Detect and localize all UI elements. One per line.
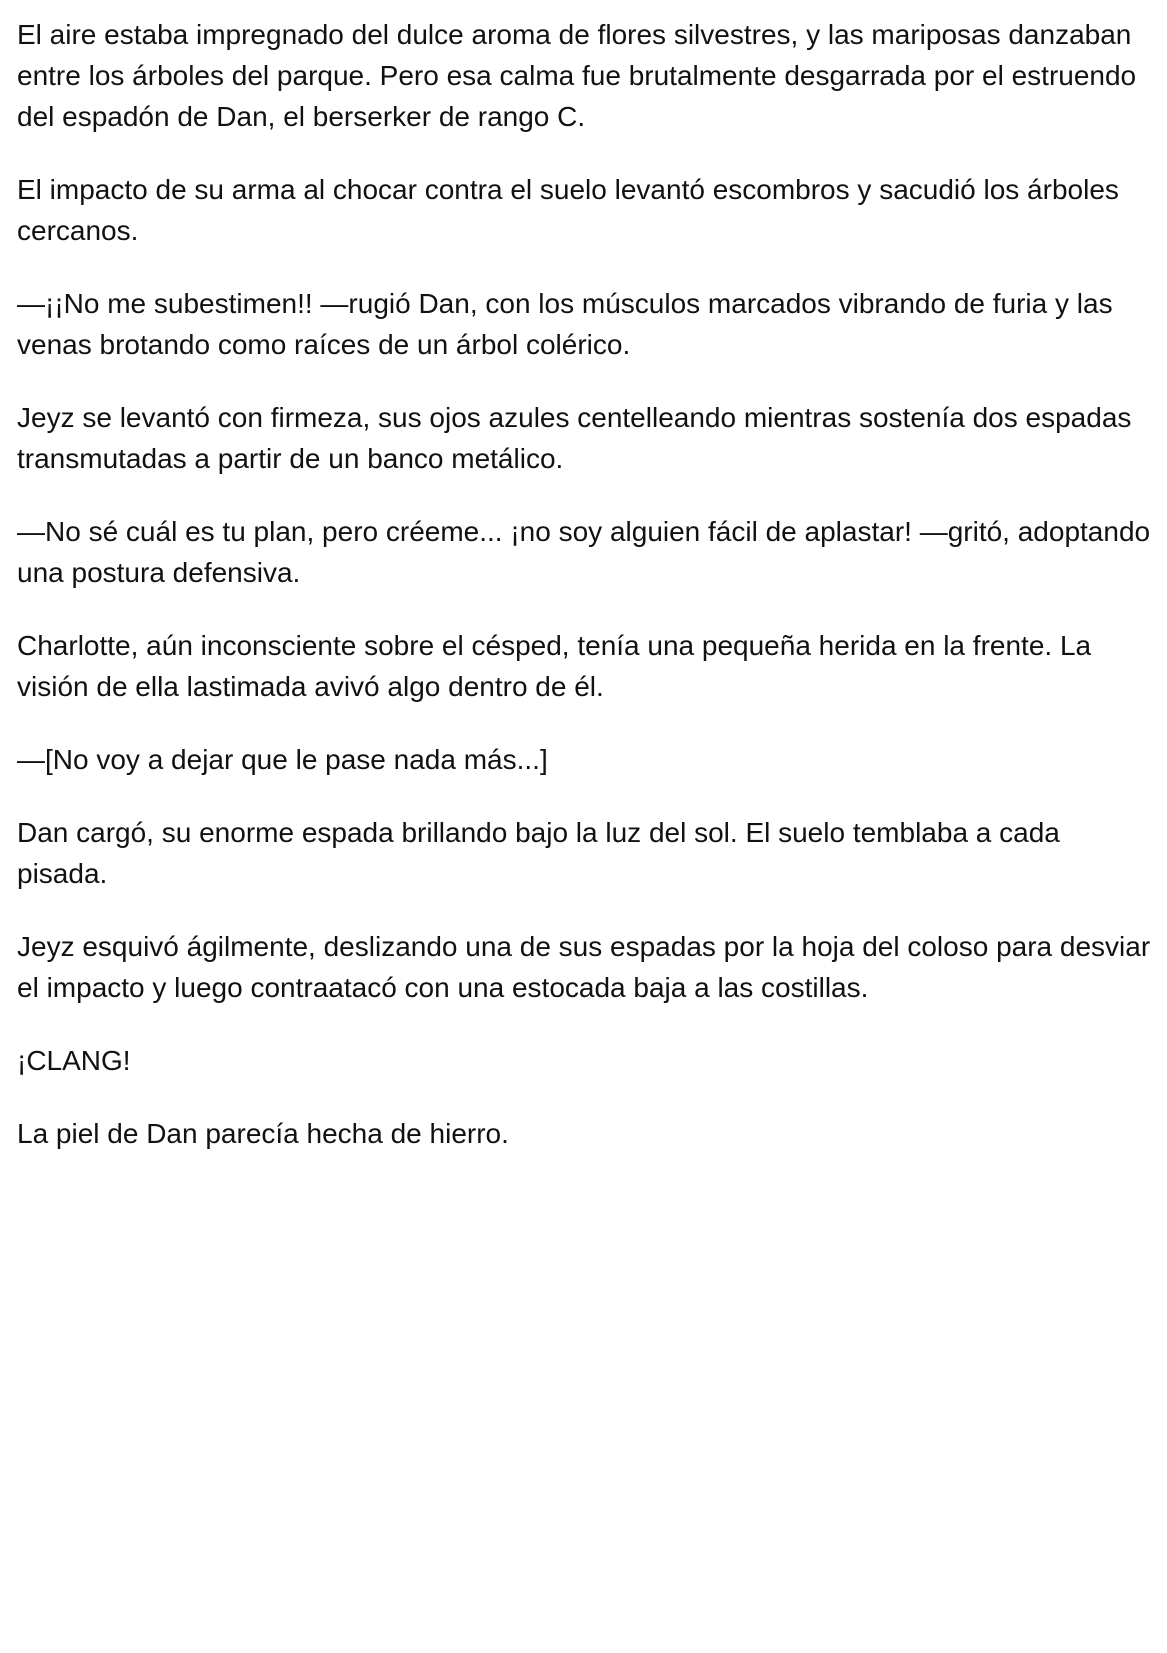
paragraph: —[No voy a dejar que le pase nada más...] — [17, 744, 548, 775]
paragraph: Jeyz esquivó ágilmente, deslizando una de sus espadas por la hoja del coloso para desviar el impacto y luego contraatacó con una estocada baja a las costillas. — [17, 931, 1151, 1003]
document-page — [17, 14, 1153, 1186]
paragraph: ¡CLANG! — [17, 1045, 131, 1076]
paragraph: —No sé cuál es tu plan, pero créeme... ¡no soy alguien fácil de aplastar! —gritó, adoptando una postura defensiva. — [17, 516, 1151, 588]
paragraph: Jeyz se levantó con firmeza, sus ojos azules centelleando mientras sostenía dos espadas transmutadas a partir de un banco metálico. — [17, 402, 1132, 474]
paragraph: —¡¡No me subestimen!! —rugió Dan, con los músculos marcados vibrando de furia y las venas brotando como raíces de un árbol colérico. — [17, 288, 1113, 360]
paragraph: El impacto de su arma al chocar contra el suelo levantó escombros y sacudió los árboles cercanos. — [17, 174, 1119, 246]
paragraph: La piel de Dan parecía hecha de hierro. — [17, 1118, 509, 1149]
paragraph: Charlotte, aún inconsciente sobre el césped, tenía una pequeña herida en la frente. La visión de ella lastimada avivó algo dentro de él. — [17, 630, 1092, 702]
paragraph: Dan cargó, su enorme espada brillando bajo la luz del sol. El suelo temblaba a cada pisada. — [17, 817, 1060, 889]
paragraph: El aire estaba impregnado del dulce aroma de flores silvestres, y las mariposas danzaban entre los árboles del parque. Pero esa calma fue brutalmente desgarrada por el estruendo del espadón de Dan, el berserker de rango C. — [17, 19, 1137, 132]
